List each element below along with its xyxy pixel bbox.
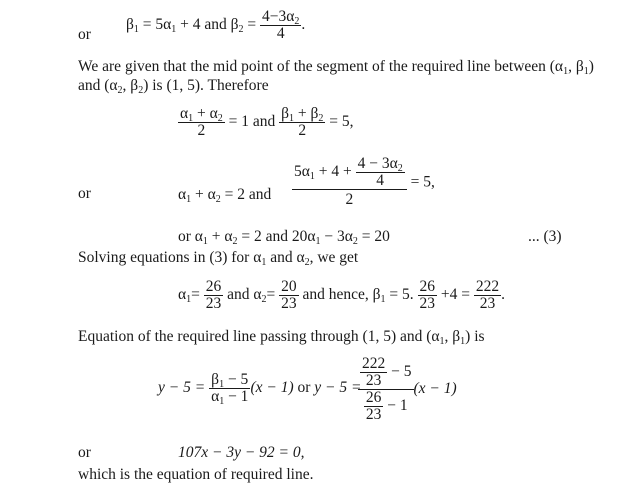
eq1-fraction	[260, 9, 301, 42]
eq6-den: 23	[365, 372, 382, 389]
eq3-bigden: 2	[345, 191, 354, 208]
para3-text: ) is	[465, 328, 485, 345]
eq6-bot-frac	[364, 390, 384, 423]
eq6-text: y − 5 =	[158, 379, 210, 397]
eq5-frac3	[418, 279, 438, 312]
eq5-text: =	[266, 286, 276, 304]
eq5-frac1	[204, 279, 224, 312]
eq5-text: and α	[227, 286, 262, 304]
eq6-frac	[209, 372, 250, 405]
para1-text: ) is (1, 5). Therefore	[143, 77, 269, 94]
para1-sub: 2	[138, 85, 144, 96]
eq3-text: 5α	[294, 163, 310, 181]
eq6-sub: 1	[219, 379, 225, 390]
eq2-text: α	[180, 105, 189, 122]
eq4-sub: 2	[352, 236, 358, 247]
eq4-text: = 2 and 20α	[237, 228, 316, 245]
eq2-sub: 1	[188, 113, 194, 124]
eq6-text: − 5	[387, 363, 412, 381]
eq2-expression	[178, 106, 354, 139]
eq3-lhs	[178, 186, 271, 204]
eq4-sub: 1	[315, 236, 321, 247]
eq5-den: 23	[281, 295, 297, 312]
para1-line1	[78, 57, 594, 76]
para1-sub: 1	[563, 66, 569, 77]
eq5-den: 23	[419, 295, 436, 312]
eq5-text: +4 =	[440, 286, 471, 304]
eq3-bigfraction-wrap	[292, 156, 435, 210]
eq6-sub: 1	[219, 396, 225, 407]
eq5-num: 26	[419, 278, 436, 295]
eq3-sub: 1	[309, 171, 315, 183]
eq6-or: or	[293, 379, 315, 397]
para1-text: , β	[122, 77, 139, 94]
eq5-text: = 5.	[385, 286, 414, 304]
para2-text: and α	[266, 249, 305, 266]
eq1-frac-num: 4−3α	[262, 8, 295, 25]
eq6-text: − 1	[383, 397, 408, 415]
para3-sub: 1	[460, 336, 466, 347]
eq6-text: y − 5 =	[314, 379, 362, 397]
eq5-num: 26	[205, 278, 222, 295]
eq5-den: 23	[479, 295, 496, 312]
eq6-text: − 5	[224, 371, 249, 388]
eq2-den: 2	[197, 122, 206, 139]
eq6-bigfraction	[358, 356, 414, 423]
para1-sub: 2	[117, 85, 123, 96]
eq4-text: = 20	[357, 228, 390, 245]
eq2-end: = 5,	[325, 113, 354, 131]
eq2-sub: 2	[217, 113, 223, 124]
eq5-frac4	[474, 279, 501, 312]
eq5-num: 222	[475, 278, 500, 295]
eq2-text: + α	[193, 105, 218, 122]
eq5-sub: 2	[261, 294, 267, 306]
eq3-end: = 5,	[406, 173, 435, 191]
para1-text: and (α	[78, 77, 118, 94]
eq5-sub: 1	[380, 294, 386, 306]
eq3-inner-den: 4	[376, 172, 385, 189]
eq3-innerfraction	[356, 156, 405, 189]
eq2-text: + β	[294, 105, 319, 122]
para1-text: We are given that the mid point of the segment of the required line between (α	[78, 58, 564, 75]
eq6-text: β	[211, 371, 220, 388]
eq5-text: =	[191, 286, 200, 304]
eq6-text: (x − 1)	[250, 379, 294, 397]
eq6-den: 23	[365, 406, 382, 423]
eq6-num: 222	[362, 355, 386, 372]
eq1-frac-den: 4	[276, 25, 285, 42]
eq4-text: + α	[207, 228, 233, 245]
eq1-frac-sub: 2	[294, 16, 300, 27]
eq3-text: α	[178, 186, 187, 203]
eq6-text: − 1	[224, 388, 249, 405]
para2-sub: 1	[261, 257, 267, 268]
eq3-inner-num: 4 − 3α	[357, 155, 398, 172]
eq2-den: 2	[298, 122, 307, 139]
eq2-mid: = 1 and	[224, 113, 280, 131]
eq3-text: = 2 and	[220, 186, 272, 203]
eq1-sub: 2	[238, 24, 244, 36]
eq2-fraction-b	[279, 106, 325, 139]
eq5-text: and hence, β	[302, 286, 381, 304]
para3-line	[78, 327, 485, 346]
para3-text: , β	[444, 328, 461, 345]
final-line: which is the equation of required line.	[78, 466, 314, 483]
eq1-beta1: β	[126, 16, 134, 34]
eq6-text: α	[211, 388, 220, 405]
eq3-text: + 4 +	[314, 163, 356, 181]
eq5-text: α	[178, 286, 187, 304]
eq6-bigfraction-wrap	[358, 356, 457, 423]
eq3-sub: 2	[215, 194, 221, 205]
eq2-sub: 1	[289, 113, 295, 124]
para1-text: )	[588, 58, 594, 75]
eq2-text: β	[281, 105, 290, 122]
eq3-or: or	[78, 185, 91, 202]
para2-sub: 2	[304, 257, 310, 268]
para3-text: Equation of the required line passing through (1, 5) and (α	[78, 328, 440, 345]
eq1-sub: 1	[133, 24, 139, 36]
eq6-num: 26	[365, 389, 382, 406]
eq5-text: .	[501, 286, 506, 304]
eq5-expression	[178, 279, 505, 312]
eq1-or: or	[78, 26, 91, 43]
eq3-bigfraction	[292, 156, 407, 210]
eq3-text: + α	[191, 186, 216, 203]
para2-line	[78, 248, 358, 267]
eq4-tag: ... (3)	[528, 228, 562, 245]
eq7-or: or	[78, 444, 91, 461]
eq4-text: or α	[178, 228, 203, 245]
para2-text: , we get	[309, 249, 359, 266]
eq3-sub: 1	[186, 194, 192, 205]
eq6-end: (x − 1)	[413, 380, 457, 398]
eq1-sub: 1	[171, 24, 177, 36]
para1-line2	[78, 76, 269, 95]
eq4-text: − 3α	[320, 228, 353, 245]
para2-text: Solving equations in (3) for α	[78, 249, 262, 266]
eq5-frac2	[279, 279, 299, 312]
eq5-sub: 1	[186, 294, 192, 306]
eq1-dot: .	[301, 16, 306, 34]
eq2-sub: 2	[318, 113, 324, 124]
eq6-left	[158, 372, 361, 405]
eq4-sub: 1	[202, 236, 208, 247]
para3-sub: 1	[439, 336, 445, 347]
para1-sub: 1	[583, 66, 589, 77]
eq1-eq: =	[243, 16, 257, 34]
eq3-sub: 2	[397, 163, 403, 174]
eq2-fraction-a	[178, 106, 225, 139]
para1-text: , β	[568, 58, 584, 75]
eq4-line	[178, 227, 390, 246]
eq5-num: 20	[281, 278, 297, 295]
eq1-expression	[126, 9, 305, 42]
eq1-mid: = 5α	[138, 16, 172, 34]
eq4-sub: 2	[232, 236, 238, 247]
eq1-tail: + 4 and β	[176, 16, 239, 34]
eq5-den: 23	[205, 295, 222, 312]
eq6-top-frac	[360, 356, 387, 389]
eq7-equation: 107x − 3y − 92 = 0,	[178, 444, 305, 461]
